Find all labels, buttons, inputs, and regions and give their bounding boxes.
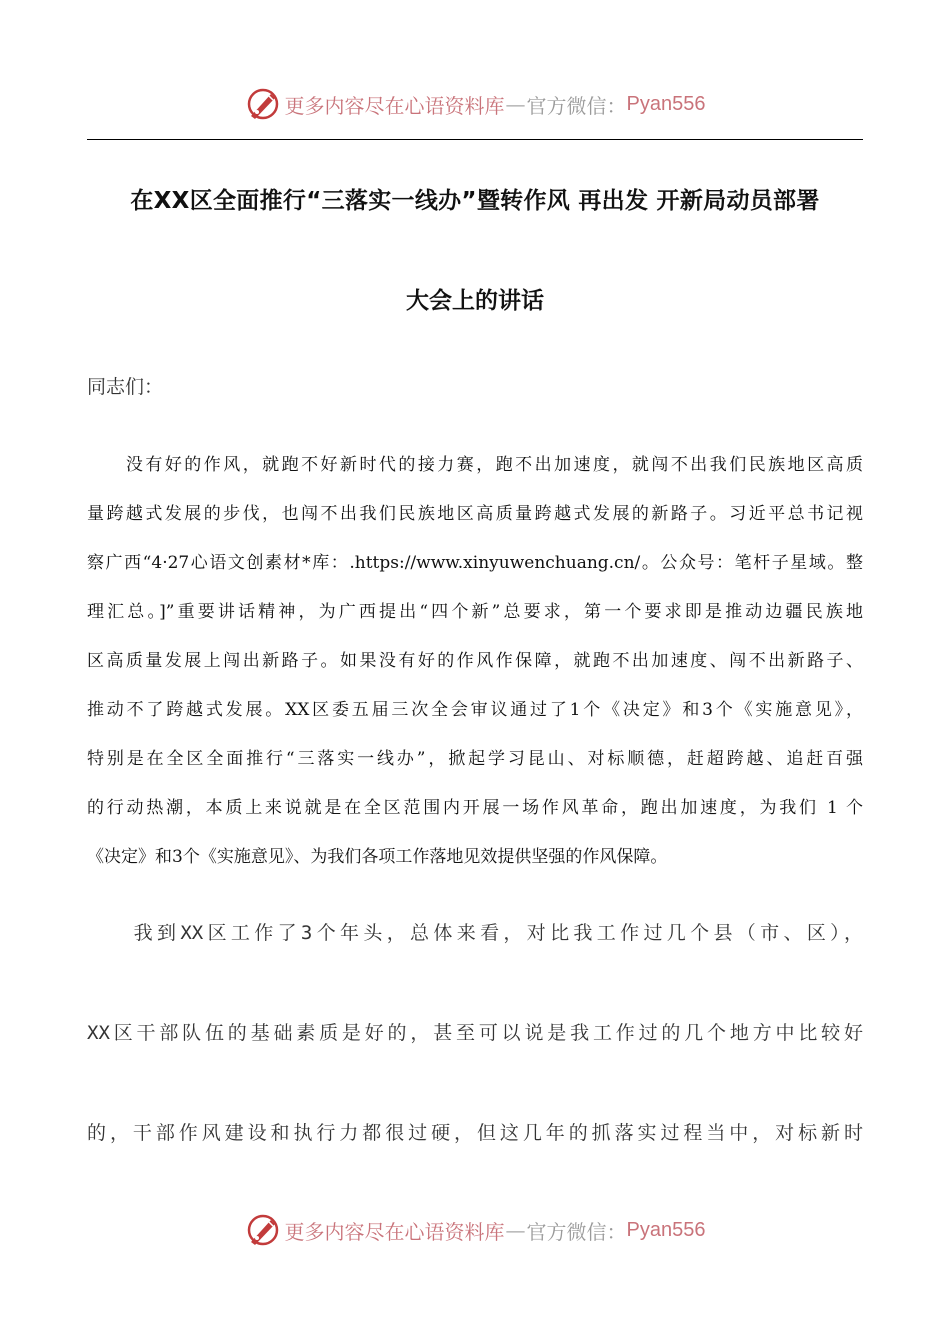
banner-wechat-label: 官方微信： <box>526 1219 627 1244</box>
header-banner <box>0 82 950 126</box>
header-divider <box>87 139 863 140</box>
banner-dash: — <box>505 1218 526 1242</box>
paragraph-2-line: 的，干部作风建设和执行力都很过硬，但这几年的抓落实过程当中，对标新时 <box>87 1122 863 1144</box>
paragraph-1-line: 察广西“4·27心语文创素材*库：.https://www.xinyuwenchuang.cn/。公众号：笔杆子星域。整 <box>87 553 863 573</box>
salutation: 同志们： <box>87 376 164 398</box>
banner-wechat-id: Pyan556 <box>626 92 706 115</box>
paragraph-2-line: XX区干部队伍的基础素质是好的，甚至可以说是我工作过的几个地方中比较好 <box>87 1022 863 1044</box>
paragraph-1-line: 推动不了跨越式发展。XX区委五届三次全会审议通过了1个《决定》和3个《实施意见》， <box>87 700 863 720</box>
paragraph-1-line: 的行动热潮，本质上来说就是在全区范围内开展一场作风革命，跑出加速度，为我们 1 个 <box>87 798 863 818</box>
paragraph-1-line: 《决定》和3个《实施意见》、为我们各项工作落地见效提供坚强的作风保障。 <box>87 847 668 867</box>
banner-wechat-id: Pyan556 <box>626 1218 706 1241</box>
banner-dash: — <box>505 92 526 116</box>
pen-logo-icon <box>245 86 281 122</box>
paragraph-1-line: 量跨越式发展的步伐，也闯不出我们民族地区高质量跨越式发展的新路子。习近平总书记视 <box>87 504 863 524</box>
paragraph-1-line: 没有好的作风，就跑不好新时代的接力赛，跑不出加速度，就闯不出我们民族地区高质 <box>87 455 863 475</box>
pen-logo-icon <box>245 1212 281 1248</box>
banner-wechat-label: 官方微信： <box>526 93 627 118</box>
document-title-line-2: 大会上的讲话 <box>406 288 544 314</box>
banner-brand-text: 更多内容尽在心语资料库 <box>284 1219 505 1244</box>
footer-banner <box>0 1208 950 1252</box>
document-title-line-1: 在XX区全面推行“三落实一线办”暨转作风 再出发 开新局动员部署 <box>130 188 820 214</box>
paragraph-1-line: 理汇总。]”重要讲话精神，为广西提出“四个新”总要求，第一个要求即是推动边疆民族地 <box>87 602 863 622</box>
paragraph-1-line: 特别是在全区全面推行“三落实一线办”，掀起学习昆山、对标顺德，赶超跨越、追赶百强 <box>87 749 863 769</box>
paragraph-2-line: 我到XX区工作了3个年头，总体来看，对比我工作过几个县（市、区）， <box>87 922 863 944</box>
paragraph-1-line: 区高质量发展上闯出新路子。如果没有好的作风作保障，就跑不出加速度、闯不出新路子、 <box>87 651 863 671</box>
banner-brand-text: 更多内容尽在心语资料库 <box>284 93 505 118</box>
